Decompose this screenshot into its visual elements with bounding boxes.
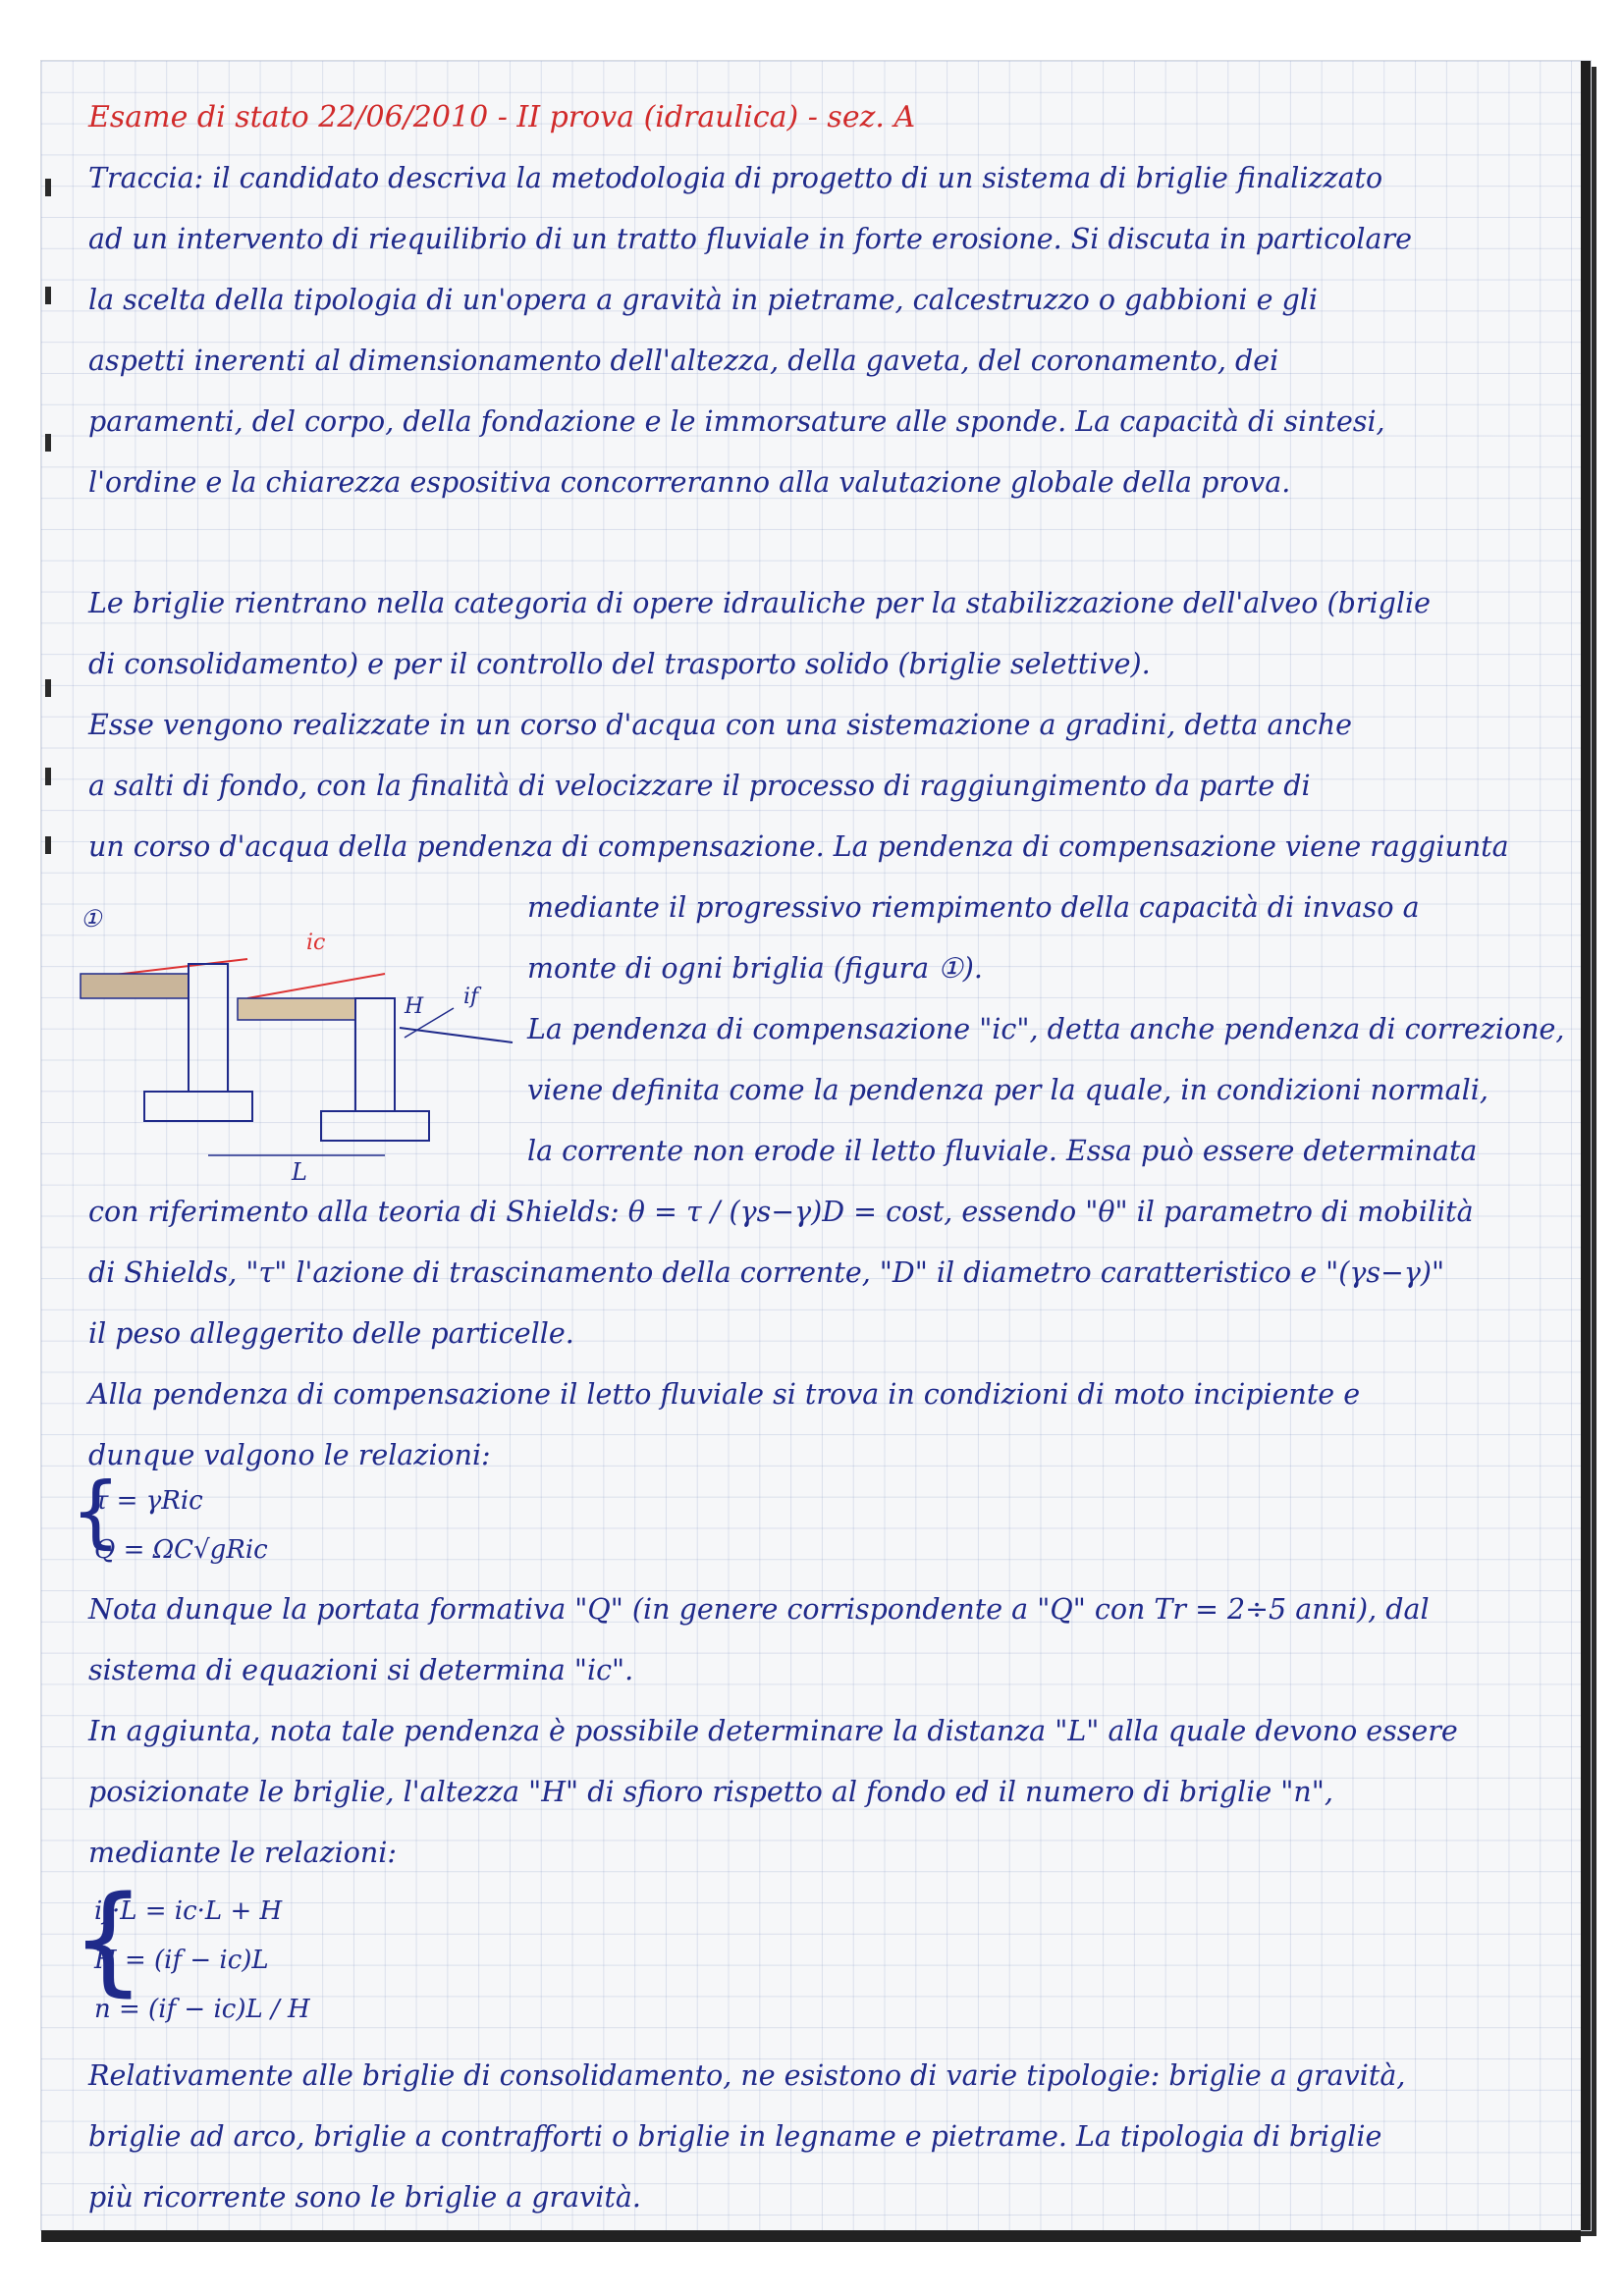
sediment-fill [81, 974, 189, 998]
margin-mark [45, 179, 51, 196]
text-line: aspetti inerenti al dimensionamento dell'altezza, della gaveta, del coronamento, dei [88, 345, 1279, 377]
equation: τ = γRic [94, 1486, 203, 1516]
text-line: mediante il progressivo riempimento della capacità di invaso a [527, 891, 1420, 924]
text-line: la scelta della tipologia di un'opera a gravità in pietrame, calcestruzzo o gabbioni e gli [88, 284, 1318, 316]
text-line: dunque valgono le relazioni: [88, 1439, 491, 1471]
figure-label: ① [81, 905, 102, 933]
text-line: posizionate le briglie, l'altezza "H" di sfioro rispetto al fondo ed il numero di briglie "n", [88, 1776, 1333, 1808]
text-line: con riferimento alla teoria di Shields: θ = τ / (γs−γ)D = cost, essendo "θ" il parametro di mobilità [88, 1196, 1474, 1228]
text-line: il peso alleggerito delle particelle. [88, 1317, 574, 1350]
margin-mark [45, 434, 51, 452]
text-line: La pendenza di compensazione "ic", detta anche pendenza di correzione, [527, 1013, 1565, 1045]
text-line: di consolidamento) e per il controllo del trasporto solido (briglie selettive). [88, 648, 1151, 680]
text-line: monte di ogni briglia (figura ①). [527, 952, 983, 985]
equation: Q = ΩC√gRic [94, 1535, 268, 1565]
foundation-left [144, 1092, 252, 1121]
equation: n = (if − ic)L / H [94, 1995, 310, 2024]
text-line: Le briglie rientrano nella categoria di opere idrauliche per la stabilizzazione dell'alveo (briglie [88, 587, 1431, 619]
foundation-right [321, 1111, 429, 1141]
H-label: H [405, 994, 424, 1019]
L-label: L [292, 1158, 307, 1185]
ic-label: ic [306, 931, 326, 955]
text-line: più ricorrente sono le briglie a gravità. [88, 2181, 641, 2214]
text-line: paramenti, del corpo, della fondazione e le immorsature alle sponde. La capacità di sintesi, [88, 405, 1385, 438]
briglia-body-left [189, 964, 228, 1092]
margin-mark [45, 836, 51, 854]
notebook-page [41, 61, 1591, 2230]
text-line: Relativamente alle briglie di consolidamento, ne esistono di varie tipologie: briglie a gravità, [88, 2059, 1406, 2092]
text-line: Alla pendenza di compensazione il letto fluviale si trova in condizioni di moto incipiente e [88, 1378, 1361, 1411]
equation: if·L = ic·L + H [94, 1896, 283, 1926]
page-title: Esame di stato 22/06/2010 - II prova (idraulica) - sez. A [88, 100, 916, 134]
text-line: un corso d'acqua della pendenza di compensazione. La pendenza di compensazione viene raggiunta [88, 830, 1509, 863]
text-line: ad un intervento di riequilibrio di un tratto fluviale in forte erosione. Si discuta in particolare [88, 223, 1412, 255]
margin-mark [45, 287, 51, 304]
margin-mark [45, 679, 51, 697]
equation-brace: { [71, 1466, 121, 1557]
text-line: a salti di fondo, con la finalità di velocizzare il processo di raggiungimento da parte di [88, 770, 1311, 802]
text-line: sistema di equazioni si determina "ic". [88, 1654, 634, 1686]
text-line: In aggiunta, nota tale pendenza è possibile determinare la distanza "L" alla quale devono essere [88, 1715, 1458, 1747]
text-line: Traccia: il candidato descriva la metodologia di progetto di un sistema di briglie finalizzato [88, 162, 1383, 194]
briglie-figure [61, 920, 522, 1185]
text-line: Esse vengono realizzate in un corso d'acqua con una sistemazione a gradini, detta anche [88, 709, 1352, 741]
text-line: mediante le relazioni: [88, 1837, 397, 1869]
text-line: Nota dunque la portata formativa "Q" (in genere corrispondente a "Q" con Tr = 2÷5 anni), dal [88, 1593, 1430, 1626]
text-line: di Shields, "τ" l'azione di trascinamento della corrente, "D" il diametro caratteristico e "(γs−γ)" [88, 1256, 1445, 1289]
margin-mark [45, 768, 51, 785]
text-line: l'ordine e la chiarezza espositiva concorreranno alla valutazione globale della prova. [88, 466, 1291, 499]
text-line: briglie ad arco, briglie a contrafforti o briglie in legname e pietrame. La tipologia di briglie [88, 2120, 1382, 2153]
text-line: la corrente non erode il letto fluviale. Essa può essere determinata [527, 1135, 1478, 1167]
slope-line-ic [247, 974, 385, 998]
briglia-body-right [355, 998, 395, 1111]
equation: H = (if − ic)L [94, 1946, 269, 1975]
text-line: viene definita come la pendenza per la quale, in condizioni normali, [527, 1074, 1488, 1106]
equation-brace: { [71, 1872, 146, 2008]
if-label: if [463, 985, 479, 1009]
sediment-fill-2 [238, 998, 355, 1020]
